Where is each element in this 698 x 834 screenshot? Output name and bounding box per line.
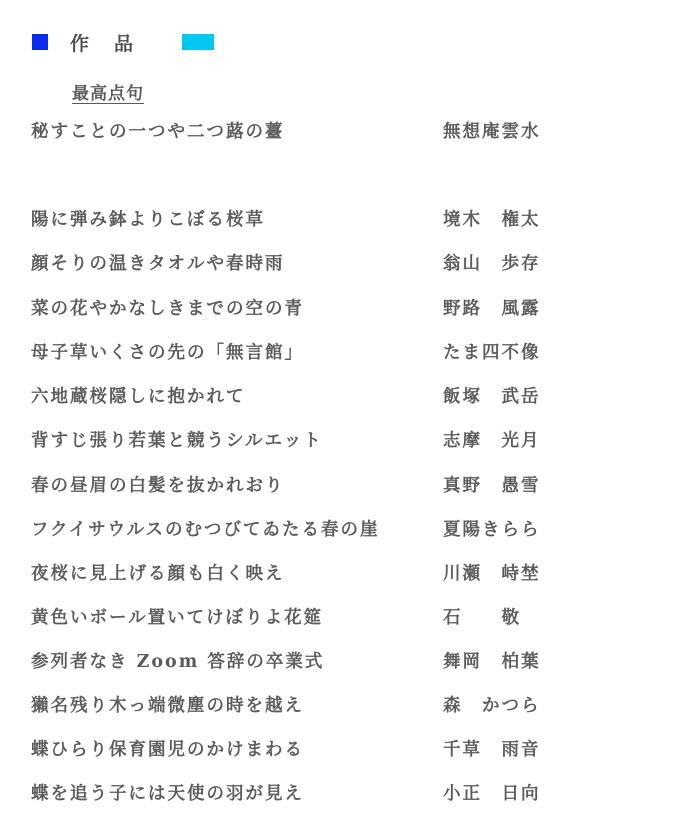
haiku-text: 蝶を追う子には天使の羽が見え	[31, 784, 304, 804]
haiku-author: 真野 愚雪	[443, 476, 541, 496]
haiku-author: 翁山 歩存	[443, 254, 541, 274]
haiku-author: 森 かつら	[443, 696, 541, 716]
haiku-author: 川瀬 峙埜	[443, 564, 541, 584]
haiku-text: 顔そりの温きタオルや春時雨	[31, 254, 285, 274]
section-header	[32, 30, 214, 54]
haiku-author: 石 敬	[443, 608, 521, 628]
haiku-text: 菜の花やかなしきまでの空の青	[31, 299, 304, 319]
haiku-author: 野路 風露	[443, 299, 541, 319]
haiku-author: 無想庵雲水	[443, 122, 541, 142]
haiku-author: 境木 権太	[443, 210, 541, 230]
haiku-author: 夏陽きらら	[443, 520, 541, 540]
haiku-text: 黄色いボール置いてけぼりよ花筵	[31, 608, 324, 628]
cyan-square-markers	[182, 34, 214, 50]
haiku-text: 六地蔵桜隠しに抱かれて	[31, 387, 246, 407]
haiku-author: 飯塚 武岳	[443, 387, 541, 407]
haiku-text: 秘すことの一つや二つ蕗の薹	[31, 122, 285, 142]
haiku-text: 背すじ張り若葉と競うシルエット	[31, 431, 323, 451]
haiku-author: 志摩 光月	[443, 431, 541, 451]
haiku-author: 千草 雨音	[443, 740, 541, 760]
haiku-text: 蝶ひらり保育園児のかけまわる	[31, 740, 304, 760]
cyan-square-icon	[182, 34, 198, 50]
haiku-text: 夜桜に見上げる顔も白く映え	[31, 564, 285, 584]
haiku-text: 春の昼眉の白髪を抜かれおり	[31, 476, 285, 496]
section-title: 作品	[70, 32, 159, 55]
blue-square-marker-icon	[32, 34, 48, 50]
cyan-square-icon	[198, 34, 214, 50]
haiku-author: たま四不像	[443, 343, 541, 363]
haiku-text: 参列者なき Zoom 答辞の卒業式	[31, 652, 325, 672]
haiku-text: 陽に弾み鉢よりこぼる桜草	[31, 210, 265, 230]
haiku-text: 獺名残り木っ端微塵の時を越え	[31, 696, 304, 716]
haiku-text: フクイサウルスのむつびてゐたる春の崖	[31, 520, 380, 540]
top-score-heading: 最高点句	[72, 84, 144, 104]
haiku-author: 小正 日向	[443, 784, 541, 804]
haiku-text: 母子草いくさの先の「無言館」	[31, 343, 304, 363]
haiku-author: 舞岡 柏葉	[443, 652, 541, 672]
